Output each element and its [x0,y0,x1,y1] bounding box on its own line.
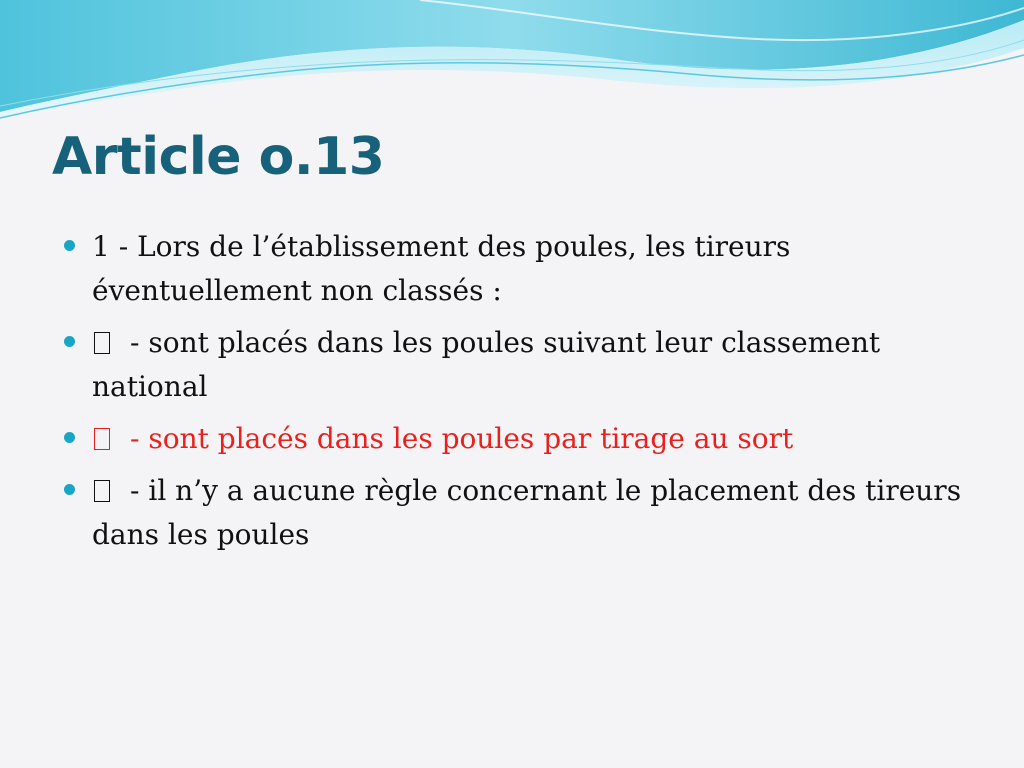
bullet-list [62,225,982,565]
bullet-text: - il n’y a aucune règle concernant le placement des tireurs dans les poules [92,474,962,551]
bullet-text: 1 - Lors de l’établissement des poules, les tireurs éventuellement non classés : [92,230,791,307]
bullet-dot-icon [64,484,75,495]
header-wave-decoration [0,0,1024,140]
bullet-text: - sont placés dans les poules suivant leur classement national [92,326,881,403]
bullet-text: - sont placés dans les poules par tirage au sort [130,422,794,455]
slide-title: Article o.13 [52,127,385,187]
checkbox-glyph-icon [94,480,110,502]
bullet-item-highlighted [62,417,982,461]
bullet-item [62,225,982,313]
bullet-dot-icon [64,432,75,443]
bullet-item [62,321,982,409]
bullet-dot-icon [64,240,75,251]
checkbox-glyph-icon [94,332,110,354]
bullet-dot-icon [64,336,75,347]
bullet-item [62,469,982,557]
checkbox-glyph-icon [94,428,110,450]
